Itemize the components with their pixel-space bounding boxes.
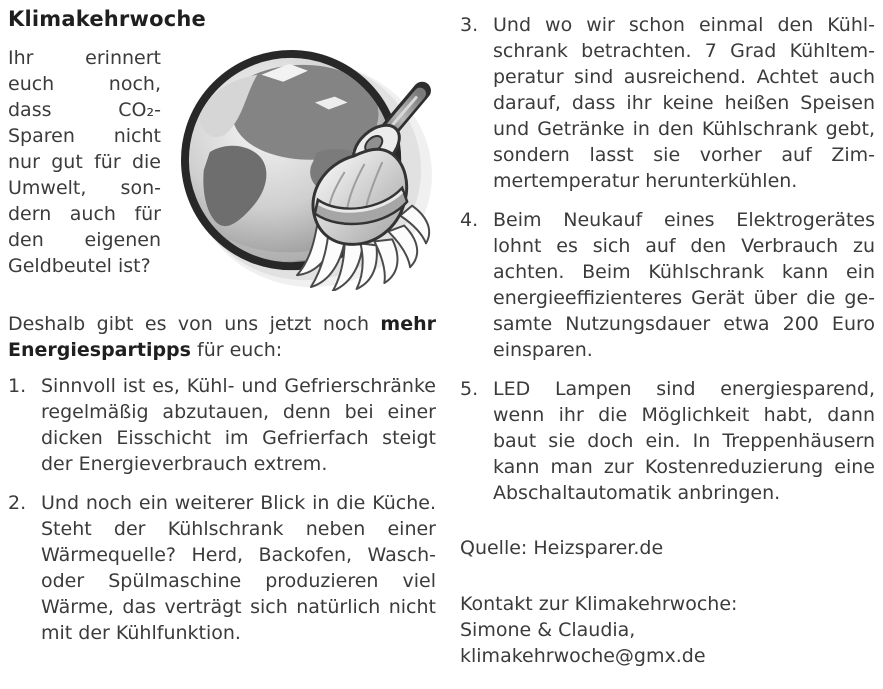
tip-text: Beim Neukauf eines Elektrogerätes lohnt es sich auf den Verbrauch zu achten. Beim Kühlschrank kann ein energieeffizienteres Gerät über die gesamte Nutzungsdauer etwa 200 Euro einsparen. <box>493 209 875 361</box>
lead-text-pre: Deshalb gibt es von uns jetzt noch <box>8 313 381 335</box>
tip-item-3 <box>460 12 875 194</box>
energy-tips-list-right <box>460 12 875 506</box>
globe-broom-image <box>170 45 436 291</box>
intro-section <box>8 45 436 295</box>
intro-paragraph: Ihr erinnert euch noch, dass CO₂-Sparen nicht nur gut für die Umwelt, sondern auch für den eigenen Geldbeutel ist? <box>8 47 161 277</box>
tip-text: Und noch ein weiterer Blick in die Küche. Steht der Kühlschrank neben einer Wärmequelle? Herd, Backofen, Wasch- oder Spülmaschine produzieren viel Wärme, das verträgt sich natürlich nicht mit der Kühlfunktion. <box>41 492 436 644</box>
tip-number: 4. <box>460 209 479 231</box>
tip-number: 1. <box>8 375 27 397</box>
lead-text-bold: mehr Energiespartipps <box>8 313 436 361</box>
tip-item-2 <box>8 490 436 646</box>
tip-number: 5. <box>460 378 479 400</box>
globe-mop-icon <box>170 45 436 291</box>
tip-number: 3. <box>460 14 479 36</box>
tip-item-4 <box>460 207 875 363</box>
page-title: Klimakehrwoche <box>8 7 206 31</box>
tip-text: Und wo wir schon einmal den Kühlschrank betrachten. 7 Grad Kühltemperatur sind ausreichend. Achtet auch darauf, dass ihr keine heißen Speisen und Getränke in den Kühlschrank gebt, sondern lasst sie vorher auf Zimmertemperatur herunterkühlen. <box>493 14 875 192</box>
tip-number: 2. <box>8 492 27 514</box>
contact-email: klimakehrwoche@gmx.de <box>460 645 706 667</box>
left-column <box>8 6 436 689</box>
contact-names: Simone & Claudia, <box>460 619 636 641</box>
right-column <box>460 6 875 689</box>
lead-paragraph <box>8 311 436 363</box>
tip-item-5 <box>460 376 875 506</box>
tip-item-1 <box>8 373 436 477</box>
contact-heading: Kontakt zur Klimakehrwoche: <box>460 593 738 615</box>
energy-tips-list-left <box>8 373 436 646</box>
tip-text: Sinnvoll ist es, Kühl- und Gefrierschränke regelmäßig abzutauen, denn bei einer dicken Eisschicht im Gefrierfach steigt der Energieverbrauch extrem. <box>41 375 436 475</box>
contact-block <box>460 591 875 669</box>
tip-text: LED Lampen sind energiesparend, wenn ihr die Möglichkeit habt, dann baut sie doch ein. In Treppenhäusern kann man zur Kostenreduzierung eine Abschaltautomatik anbringen. <box>493 378 875 504</box>
source-line: Quelle: Heizsparer.de <box>460 537 664 559</box>
lead-text-post: für euch: <box>190 339 283 361</box>
